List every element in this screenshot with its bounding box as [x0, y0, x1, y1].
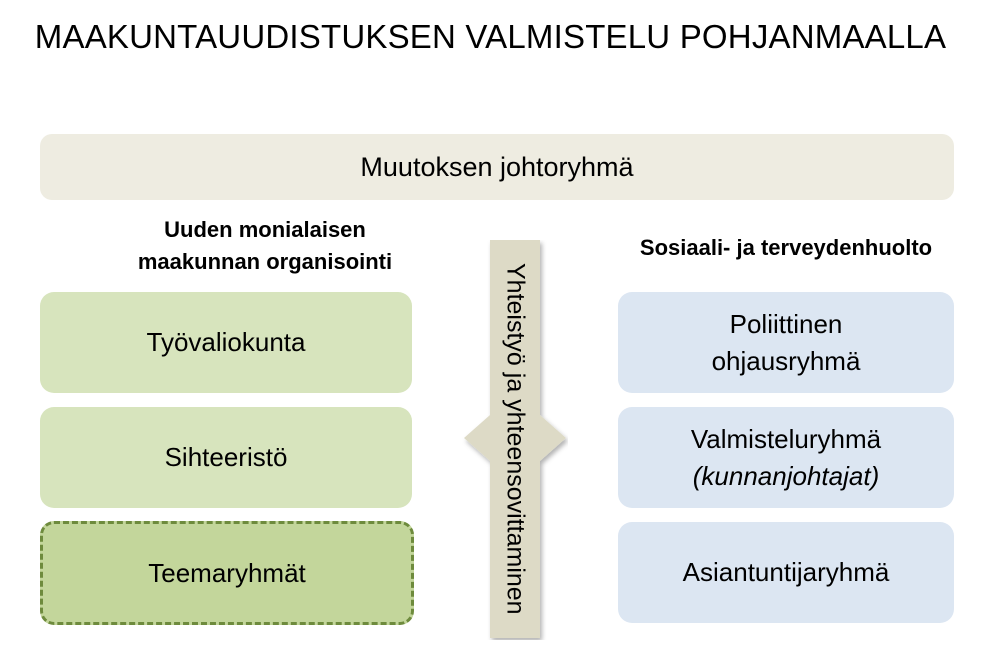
left-heading: [40, 214, 490, 278]
box-poliittinen-ohjausryhma: [618, 292, 954, 393]
box-valmisteluryhma: [618, 407, 954, 508]
left-heading-line2: maakunnan organisointi: [137, 248, 393, 274]
left-heading-line1: Uuden monialaisen: [164, 217, 366, 242]
box-asiantuntijaryhma: Asiantuntijaryhmä: [618, 522, 954, 623]
box-valmisteluryhma-line2: (kunnanjohtajat): [692, 460, 880, 491]
box-tyovaliokunta: Työvaliokunta: [40, 292, 412, 393]
right-heading: Sosiaali- ja terveydenhuolto: [639, 235, 933, 260]
box-poliittinen-line2: ohjausryhmä: [711, 345, 861, 376]
box-sihteeristo: Sihteeristö: [40, 407, 412, 508]
center-arrow-label: [490, 250, 540, 628]
top-bar-muutoksen-johtoryhma: Muutoksen johtoryhmä: [40, 134, 954, 200]
box-poliittinen-line1: Poliittinen: [729, 308, 843, 339]
box-valmisteluryhma-line1: Valmisteluryhmä: [690, 423, 882, 454]
center-arrow-text: Yhteistyö ja yhteensovittaminen: [501, 263, 530, 615]
box-teemaryhmat: Teemaryhmät: [40, 521, 414, 625]
diagram-title: MAAKUNTAUUDISTUKSEN VALMISTELU POHJANMAALLA: [34, 18, 947, 55]
